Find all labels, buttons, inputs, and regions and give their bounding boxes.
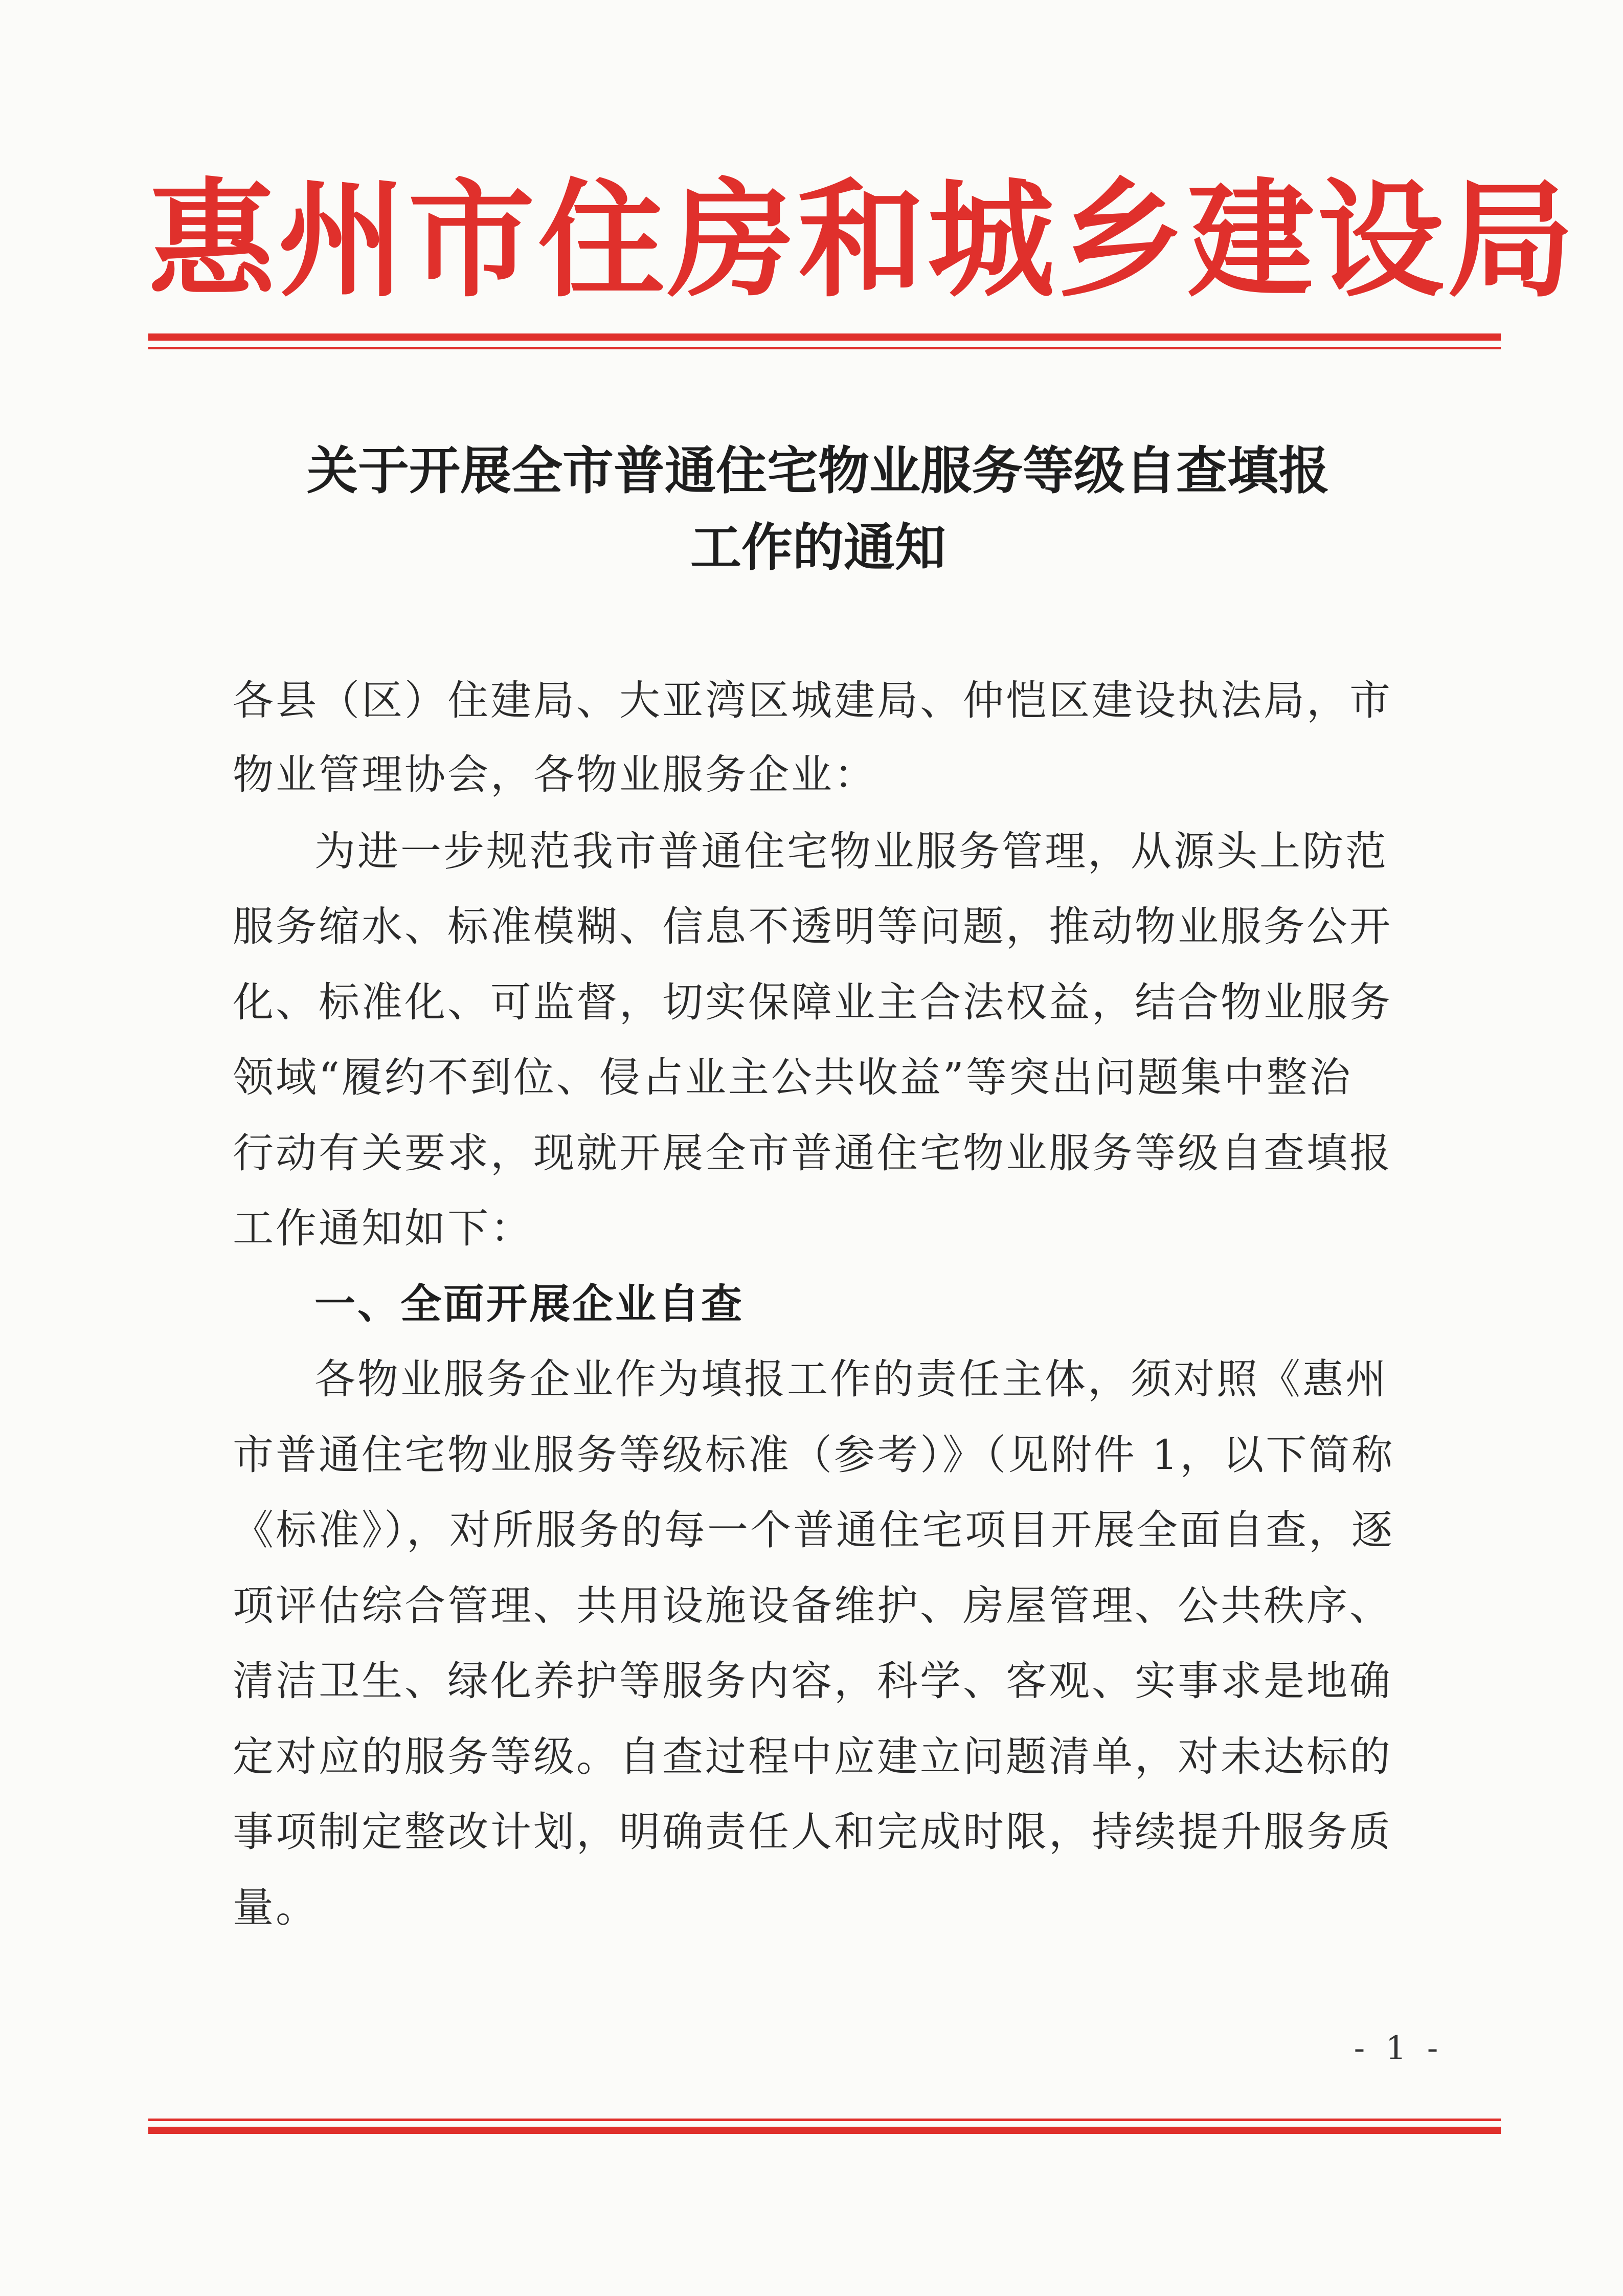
paragraph-2-line-2: 市普通住宅物业服务等级标准（参考）》（见附件 1，以下简称 <box>233 1431 1395 1479</box>
footer-red-rule-thick <box>148 2127 1501 2134</box>
paragraph-1-line-2: 服务缩水、标准模糊、信息不透明等问题，推动物业服务公开 <box>233 903 1392 950</box>
page-number: - 1 - <box>1354 2030 1444 2067</box>
paragraph-2-line-1: 各物业服务企业作为填报工作的责任主体，须对照《惠州 <box>314 1355 1388 1403</box>
issuing-authority-header: 惠州市住房和城乡建设局 <box>148 166 1577 315</box>
document-title-line-1: 关于开展全市普通住宅物业服务等级自查填报 <box>307 440 1329 501</box>
paragraph-1-line-6: 工作通知如下： <box>233 1205 533 1252</box>
paragraph-2-line-8: 量。 <box>233 1884 319 1931</box>
paragraph-1-line-4: 领域“履约不到位、侵占业主公共收益”等突出问题集中整治 <box>233 1054 1352 1101</box>
addressee-line-2: 物业管理协会，各物业服务企业： <box>233 751 877 798</box>
paragraph-2-line-3: 《标准》），对所服务的每一个普通住宅项目开展全面自查，逐 <box>233 1506 1394 1554</box>
section-heading-1: 一、全面开展企业自查 <box>314 1280 744 1328</box>
header-red-rule-thick <box>148 333 1501 341</box>
paragraph-2-line-4: 项评估综合管理、共用设施设备维护、房屋管理、公共秩序、 <box>233 1582 1392 1630</box>
document-title-line-2: 工作的通知 <box>690 517 946 577</box>
footer-red-rule-thin <box>148 2119 1501 2121</box>
paragraph-1-line-1: 为进一步规范我市普通住宅物业服务管理，从源头上防范 <box>314 828 1388 875</box>
paragraph-1-line-5: 行动有关要求，现就开展全市普通住宅物业服务等级自查填报 <box>233 1129 1392 1177</box>
paragraph-2-line-6: 定对应的服务等级。自查过程中应建立问题清单，对未达标的 <box>233 1733 1392 1780</box>
paragraph-2-line-5: 清洁卫生、绿化养护等服务内容，科学、客观、实事求是地确 <box>233 1657 1392 1705</box>
header-red-rule-thin <box>148 347 1501 349</box>
paragraph-1-line-3: 化、标准化、可监督，切实保障业主合法权益，结合物业服务 <box>233 978 1392 1026</box>
paragraph-2-line-7: 事项制定整改计划，明确责任人和完成时限，持续提升服务质 <box>233 1808 1392 1856</box>
addressee-line-1: 各县（区）住建局、大亚湾区城建局、仲恺区建设执法局，市 <box>233 677 1392 724</box>
